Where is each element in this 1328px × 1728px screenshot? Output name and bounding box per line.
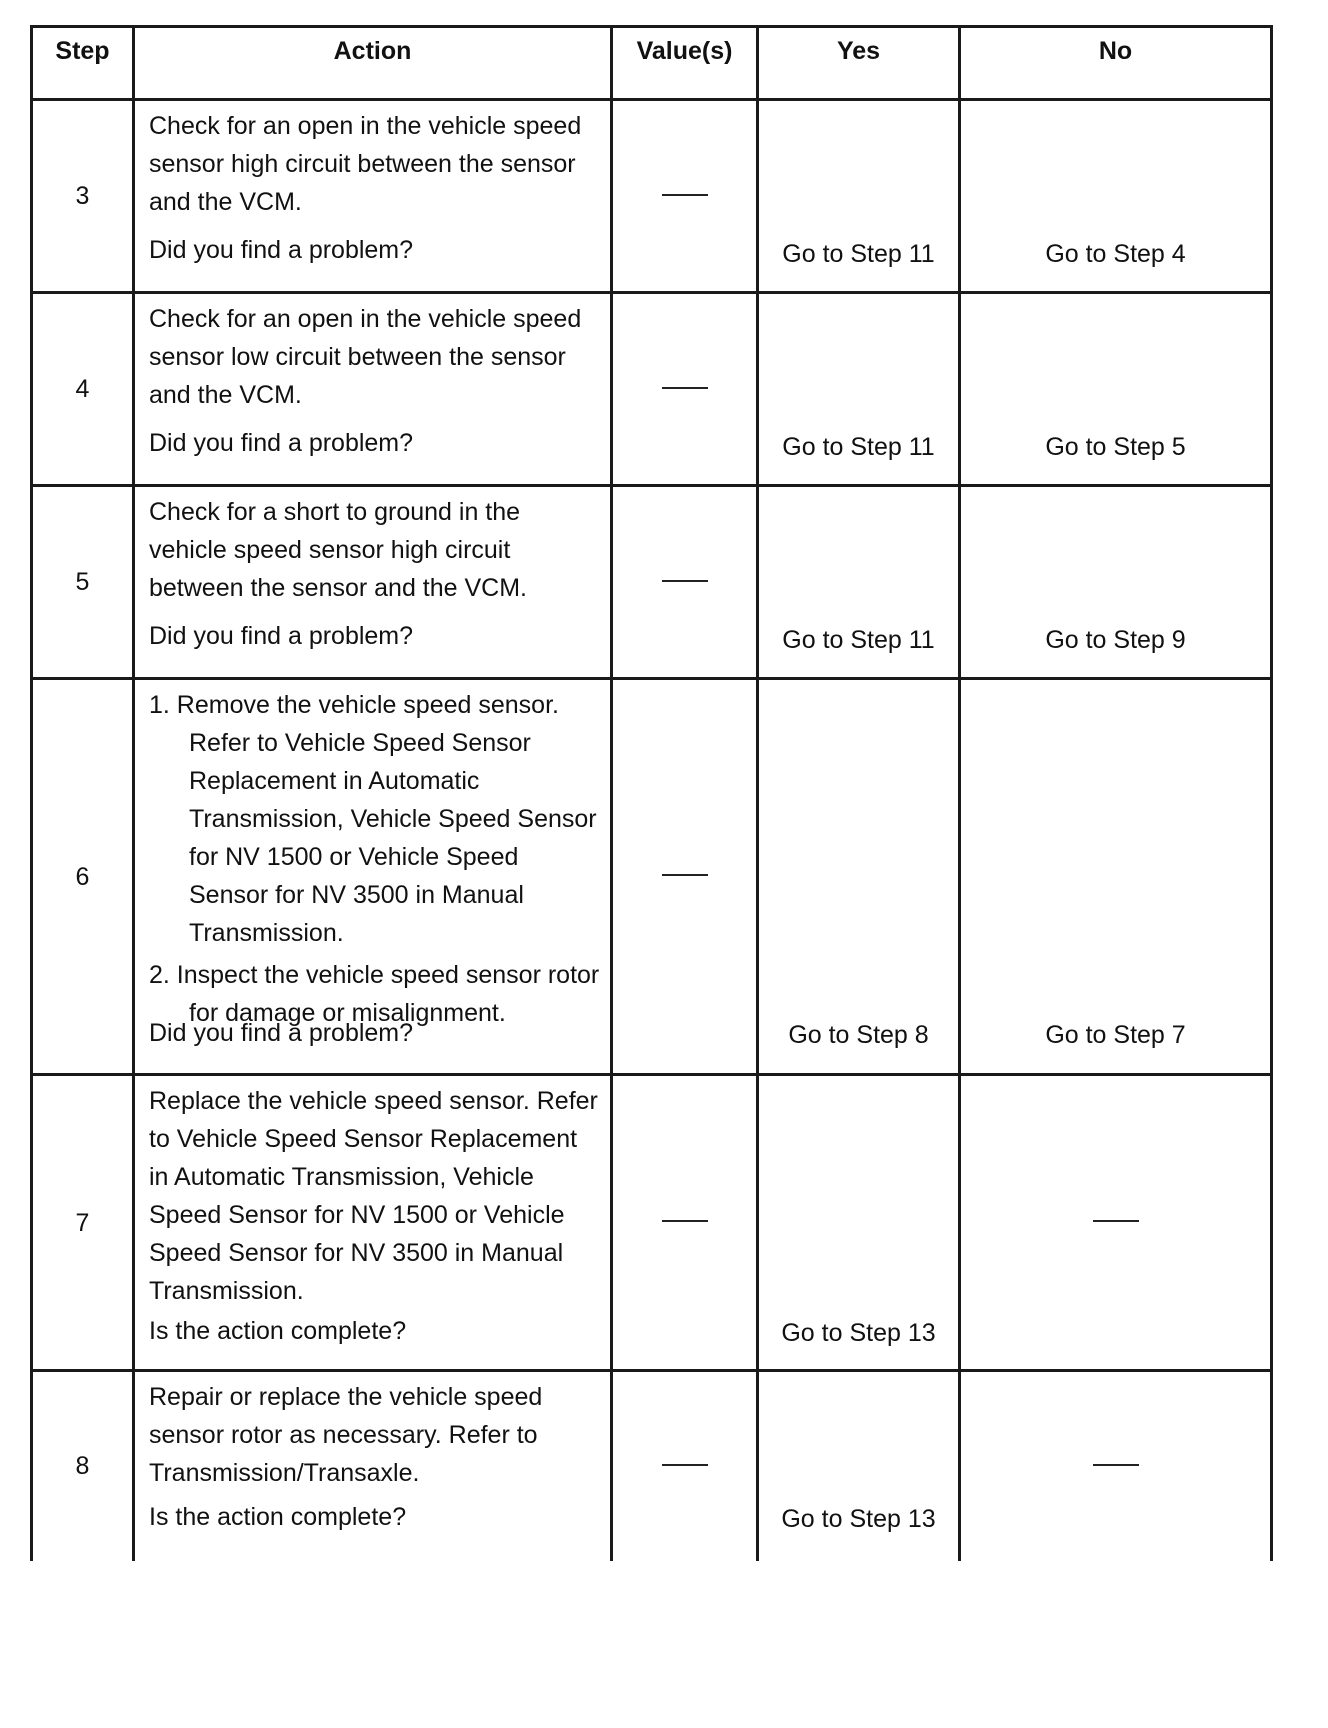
table-row [32,100,1272,293]
dash-mark [662,387,708,389]
action-line: sensor high circuit between the sensor [149,150,576,178]
action-item-line: Sensor for NV 3500 in Manual [189,881,524,909]
table-row [32,1075,1272,1371]
yes-cell [758,679,960,1075]
no-goto: Go to Step 7 [1045,1021,1186,1049]
table-row [32,679,1272,1075]
dash-mark [662,874,708,876]
action-item-line: Transmission, Vehicle Speed Sensor [189,805,597,833]
action-cell [134,1075,612,1371]
action-line: Transmission/Transaxle. [149,1459,420,1487]
yes-goto: Go to Step 13 [781,1319,936,1347]
header-step: Step [32,27,134,100]
yes-cell [758,486,960,679]
value-cell [612,100,758,293]
yes-goto: Go to Step 8 [788,1021,929,1049]
dash-mark [662,194,708,196]
action-line: Check for an open in the vehicle speed [149,305,582,333]
no-cell [960,486,1272,679]
action-line: Replace the vehicle speed sensor. Refer [149,1087,598,1115]
action-item-1 [149,686,600,952]
action-line: vehicle speed sensor high circuit [149,536,511,564]
action-line: and the VCM. [149,188,302,216]
action-item-line: for NV 1500 or Vehicle Speed [189,843,519,871]
action-line: Repair or replace the vehicle speed [149,1383,543,1411]
value-cell [612,679,758,1075]
action-line: Speed Sensor for NV 1500 or Vehicle [149,1201,565,1229]
table-row [32,293,1272,486]
action-cell [134,100,612,293]
action-item-first: 1. Remove the vehicle speed sensor. [149,691,559,719]
yes-cell [758,100,960,293]
table-row [32,486,1272,679]
dash-mark [662,580,708,582]
header-action: Action [134,27,612,100]
no-cell [960,1371,1272,1561]
action-line: sensor low circuit between the sensor [149,343,566,371]
yes-goto: Go to Step 11 [782,433,935,461]
action-line: sensor rotor as necessary. Refer to [149,1421,538,1449]
yes-goto: Go to Step 11 [782,626,935,654]
table-row [32,1371,1272,1561]
no-goto: Go to Step 5 [1045,433,1186,461]
action-line: Transmission. [149,1277,304,1305]
step-number: 4 [32,293,134,486]
action-cell [134,293,612,486]
step-number: 6 [32,679,134,1075]
action-question: Did you find a problem? [149,236,414,264]
action-item-line: Replacement in Automatic [189,767,480,795]
dash-mark [662,1220,708,1222]
no-goto: Go to Step 9 [1045,626,1186,654]
yes-goto: Go to Step 11 [782,240,935,268]
table-header-row [32,27,1272,100]
no-cell [960,293,1272,486]
value-cell [612,486,758,679]
yes-cell [758,293,960,486]
step-number: 5 [32,486,134,679]
value-cell [612,1075,758,1371]
action-question: Did you find a problem? [149,622,414,650]
action-cell [134,486,612,679]
value-cell [612,1371,758,1561]
dash-mark [1093,1220,1139,1222]
action-line: between the sensor and the VCM. [149,574,528,602]
step-number: 3 [32,100,134,293]
action-item-line: for damage or misalignment. [189,999,506,1027]
diagnostic-table-page [30,25,1270,1728]
action-question: Is the action complete? [149,1503,407,1531]
header-no: No [960,27,1272,100]
action-line: Check for a short to ground in the [149,498,521,526]
yes-cell [758,1075,960,1371]
action-line: in Automatic Transmission, Vehicle [149,1163,534,1191]
dash-mark [1093,1464,1139,1466]
no-cell [960,679,1272,1075]
no-goto: Go to Step 4 [1045,240,1186,268]
header-yes: Yes [758,27,960,100]
action-line: to Vehicle Speed Sensor Replacement [149,1125,578,1153]
header-values: Value(s) [612,27,758,100]
no-cell [960,100,1272,293]
action-line: Check for an open in the vehicle speed [149,112,582,140]
action-cell [134,679,612,1075]
diagnostic-table [30,25,1273,1561]
step-number: 7 [32,1075,134,1371]
action-line: and the VCM. [149,381,302,409]
action-question: Is the action complete? [149,1317,407,1345]
action-question: Did you find a problem? [149,1019,414,1047]
action-item-line: Transmission. [189,919,344,947]
action-question: Did you find a problem? [149,429,414,457]
no-cell [960,1075,1272,1371]
yes-cell [758,1371,960,1561]
yes-goto: Go to Step 13 [781,1505,936,1533]
dash-mark [662,1464,708,1466]
action-item-line: Refer to Vehicle Speed Sensor [189,729,531,757]
action-cell [134,1371,612,1561]
action-line: Speed Sensor for NV 3500 in Manual [149,1239,564,1267]
step-number: 8 [32,1371,134,1561]
value-cell [612,293,758,486]
action-item-first: 2. Inspect the vehicle speed sensor rotor [149,961,600,989]
